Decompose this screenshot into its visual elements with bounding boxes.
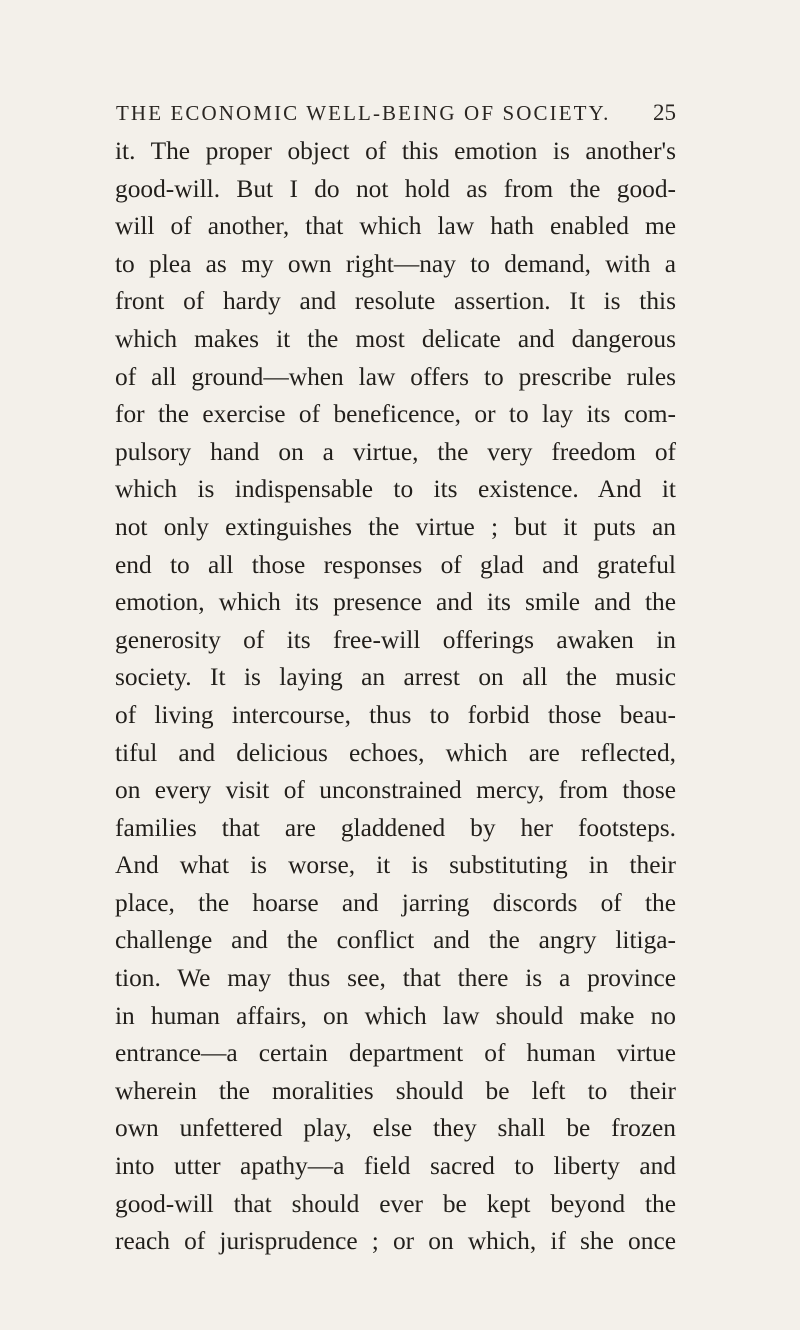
text-line: to plea as my own right—nay to demand, with a	[115, 249, 676, 278]
text-line: And what is worse, it is substituting in their	[115, 851, 676, 880]
running-head	[116, 98, 676, 128]
text-line: own unfettered play, else they shall be frozen	[115, 1114, 676, 1143]
body-text	[115, 133, 676, 1261]
text-line: it. The proper object of this emotion is another's	[115, 137, 676, 165]
text-line: society. It is laying an arrest on all the music	[115, 663, 676, 692]
text-line: challenge and the conflict and the angry litiga-	[115, 926, 676, 955]
text-line: of living intercourse, thus to forbid those beau-	[115, 700, 676, 729]
text-line: entrance—a certain department of human virtue	[115, 1039, 676, 1068]
running-title: THE ECONOMIC WELL-BEING OF SOCIETY.	[116, 101, 611, 125]
text-line: tion. We may thus see, that there is a province	[115, 964, 676, 993]
text-line: in human affairs, on which law should make no	[115, 1001, 676, 1030]
text-line: on every visit of unconstrained mercy, from those	[115, 776, 676, 805]
text-line: front of hardy and resolute assertion. It is this	[115, 287, 676, 316]
text-line: place, the hoarse and jarring discords of the	[115, 888, 676, 917]
text-line: which makes it the most delicate and dangerous	[115, 324, 676, 353]
text-line: generosity of its free-will offerings awaken in	[115, 625, 676, 654]
text-line: end to all those responses of glad and grateful	[115, 550, 676, 579]
text-line: good-will that should ever be kept beyond the	[115, 1189, 676, 1218]
text-line: of all ground—when law offers to prescribe rules	[115, 362, 676, 391]
text-line: which is indispensable to its existence. And it	[115, 475, 676, 504]
page-number: 25	[653, 100, 676, 125]
text-line: for the exercise of beneficence, or to lay its com-	[115, 400, 676, 429]
text-line: reach of jurisprudence ; or on which, if she once	[115, 1227, 676, 1256]
text-line: wherein the moralities should be left to their	[115, 1076, 676, 1105]
text-line: good-will. But I do not hold as from the good-	[115, 174, 676, 203]
text-line: tiful and delicious echoes, which are reflected,	[115, 738, 676, 767]
text-line: into utter apathy—a field sacred to liberty and	[115, 1152, 676, 1181]
text-line: families that are gladdened by her footsteps.	[115, 813, 676, 842]
text-line: not only extinguishes the virtue ; but it puts an	[115, 512, 676, 541]
text-line: will of another, that which law hath enabled me	[115, 212, 676, 241]
text-line: pulsory hand on a virtue, the very freedom of	[115, 437, 676, 466]
text-line: emotion, which its presence and its smile and the	[115, 588, 676, 617]
